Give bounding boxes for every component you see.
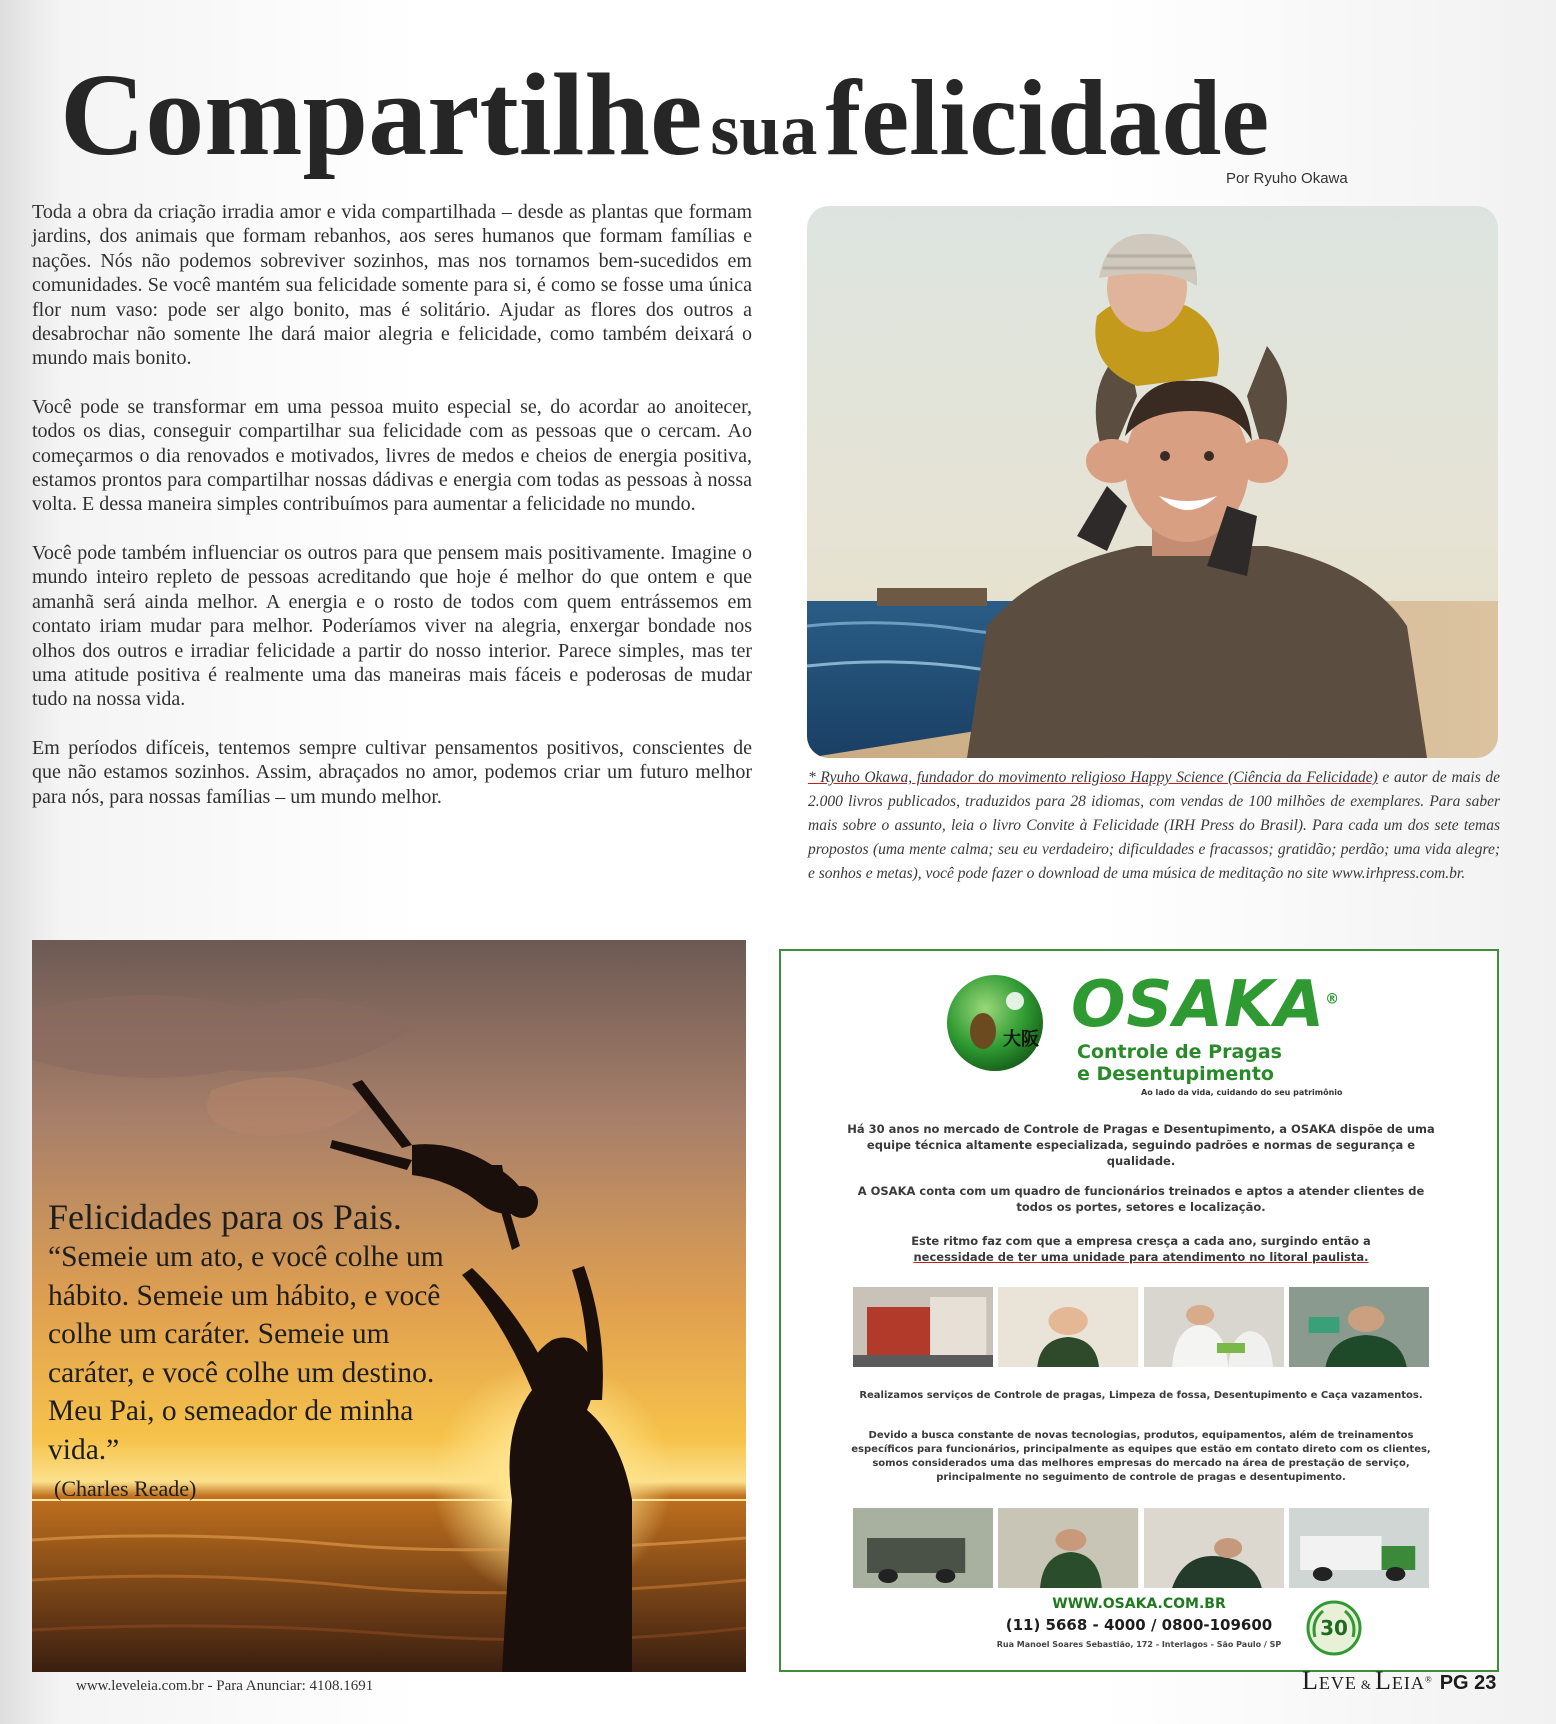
ad-paragraph: A OSAKA conta com um quadro de funcionários treinados e aptos a atender clientes de todos os portes, setores e localização. <box>857 1184 1425 1214</box>
osaka-brand <box>1071 968 1341 1042</box>
inspection-photo <box>1144 1508 1284 1588</box>
ad-paragraph: Há 30 anos no mercado de Controle de Pragas e Desentupimento, a OSAKA dispõe de uma equipe técnica altamente especializada, seguindo padrões e normas de segurança e qualidade. <box>847 1122 1435 1168</box>
building-photo <box>853 1287 993 1367</box>
worker-photo <box>998 1508 1138 1588</box>
registered-mark: ® <box>1325 991 1341 1008</box>
osaka-advertisement <box>779 949 1499 1672</box>
caption-rest: e autor de mais de 2.000 livros publicados, traduzidos para 28 idiomas, com vendas de 100 milhões de exemplares. Para saber mais sobre o assunto, leia o livro Convite à Felicidade (IRH Press do Brasil). Para cada um dos sete temas propostos (uma mente calma; seu eu verdadeiro; dificuldades e fracassos; gratidão; perdão; uma vida alegre; e sonhos e metas), você pode fazer o download de uma música de meditação no site www.irhpress.com.br. <box>808 769 1501 882</box>
footer-brand-leia: Leia <box>1375 1666 1425 1695</box>
byline: Por Ryuho Okawa <box>1226 170 1348 187</box>
footer-brand <box>1302 1668 1496 1694</box>
article-body <box>32 200 752 833</box>
anniversary-badge-icon <box>1305 1599 1363 1657</box>
caption-lead: * Ryuho Okawa, fundador do movimento religioso Happy Science (Ciência da Felicidade) <box>808 769 1378 786</box>
title-word-3: felicidade <box>825 59 1270 178</box>
quote-text: “Semeie um ato, e você colhe um hábito. Semeie um hábito, e você colhe um caráter. Semeie um caráter, e você colhe um destino. Meu Pai, o semeador de minha vida.” <box>48 1241 444 1466</box>
staff-photo <box>998 1287 1138 1367</box>
ad-website: WWW.OSAKA.COM.BR <box>1052 1596 1226 1612</box>
osaka-brand-text: OSAKA <box>1071 968 1326 1042</box>
photo-illustration <box>807 206 1498 758</box>
article-title <box>60 49 1270 180</box>
footer-brand-amp: & <box>1360 1677 1371 1692</box>
page-number: PG 23 <box>1439 1672 1497 1694</box>
ad-photo-row-2 <box>853 1508 1429 1588</box>
service-truck-photo <box>1289 1508 1429 1588</box>
ad-paragraph: Realizamos serviços de Controle de pragas, Limpeza de fossa, Desentupimento e Caça vazamentos. <box>859 1390 1423 1401</box>
technician-photo <box>1289 1287 1429 1367</box>
footer-site-info: www.leveleia.com.br - Para Anunciar: 4108.1691 <box>76 1678 374 1694</box>
footer-brand-leve: Leve <box>1302 1666 1357 1695</box>
quote-heading: Felicidades para os Pais. <box>48 1197 402 1237</box>
ad-phone: (11) 5668 - 4000 / 0800-109600 <box>1005 1616 1273 1634</box>
quote-author: (Charles Reade) <box>54 1475 197 1501</box>
paragraph: Toda a obra da criação irradia amor e vida compartilhada – desde as plantas que formam jardins, dos animais que formam rebanhos, aos seres humanos que formam famílias e nações. Nós não podemos sobreviver sozinhos, mas nos tornamos bem-sucedidos em comunidades. Se você mantém sua felicidade somente para si, é como se fosse uma única flor num vaso: pode ser algo bonito, mas é solitário. Ajudar as flores dos outros a desabrochar não somente lhe dará maior alegria e felicidade, como também deixará o mundo mais bonito. <box>32 201 752 370</box>
ad-photo-row-1 <box>853 1287 1429 1367</box>
ad-slogan: Ao lado da vida, cuidando do seu patrimônio <box>1141 1088 1343 1097</box>
truck-photo <box>853 1508 993 1588</box>
ad-tagline-1: Controle de Pragas <box>1077 1041 1282 1063</box>
ad-tagline-2: e Desentupimento <box>1077 1063 1274 1085</box>
photo-caption <box>808 766 1500 886</box>
ad-paragraph-line: Este ritmo faz com que a empresa cresça a cada ano, surgindo então a <box>911 1234 1371 1248</box>
footer-registered-mark: ® <box>1424 1674 1432 1685</box>
title-word-2: sua <box>710 89 818 171</box>
lab-photo <box>1144 1287 1284 1367</box>
ad-paragraph <box>841 1233 1441 1265</box>
ad-paragraph: Devido a busca constante de novas tecnologias, produtos, equipamentos, além de treinamentos específicos para funcionários, principalmente as equipes que estão em contato direto com os clientes, somos considerados uma das melhores empresas do mercado na área de prestação de serviço, principalmente no seguimento de controle de pragas e desentupimento. <box>851 1430 1431 1483</box>
ad-paragraph-line: necessidade de ter uma unidade para atendimento no litoral paulista. <box>913 1250 1369 1264</box>
quote-block <box>48 1196 468 1502</box>
title-word-1: Compartilhe <box>60 49 703 180</box>
paragraph: Em períodos difíceis, tentemos sempre cultivar pensamentos positivos, conscientes de que não estamos sozinhos. Assim, abraçados no amor, podemos criar um futuro melhor para nós, para nossas famílias – um mundo melhor. <box>32 736 752 808</box>
sunset-quote-ad <box>32 940 746 1672</box>
ad-address: Rua Manoel Soares Sebastião, 172 - Interlagos - São Paulo / SP <box>996 1640 1282 1649</box>
logo-kanji: 大阪 <box>1003 1029 1039 1050</box>
osaka-logo-icon <box>945 973 1045 1073</box>
father-child-beach-photo <box>807 206 1498 758</box>
badge-number: 30 <box>1320 1616 1348 1640</box>
paragraph: Você pode se transformar em uma pessoa muito especial se, do acordar ao anoitecer, todos os dias, conseguir compartilhar sua felicidade com as pessoas que o cercam. Ao começarmos o dia renovados e motivados, livres de medos e cheios de energia positiva, estamos prontos para compartilhar nossas dádivas e energia com todas as pessoas à nossa volta. E dessa maneira simples contribuímos para aumentar a felicidade no mundo. <box>32 395 752 516</box>
paragraph: Você pode também influenciar os outros para que pensem mais positivamente. Imagine o mundo inteiro repleto de pessoas acreditando que hoje é melhor do que ontem e que amanhã será ainda melhor. A energia e o rosto de todos com quem entrássemos em contato iriam mudar para melhor. Poderíamos viver na alegria, enxergar bondade nos olhos dos outros e irradiar felicidade a partir do nosso interior. Parece simples, mas ter uma atitude positiva é realmente uma das maneiras mais fáceis e poderosas de mudar tudo na nossa vida. <box>32 541 752 711</box>
